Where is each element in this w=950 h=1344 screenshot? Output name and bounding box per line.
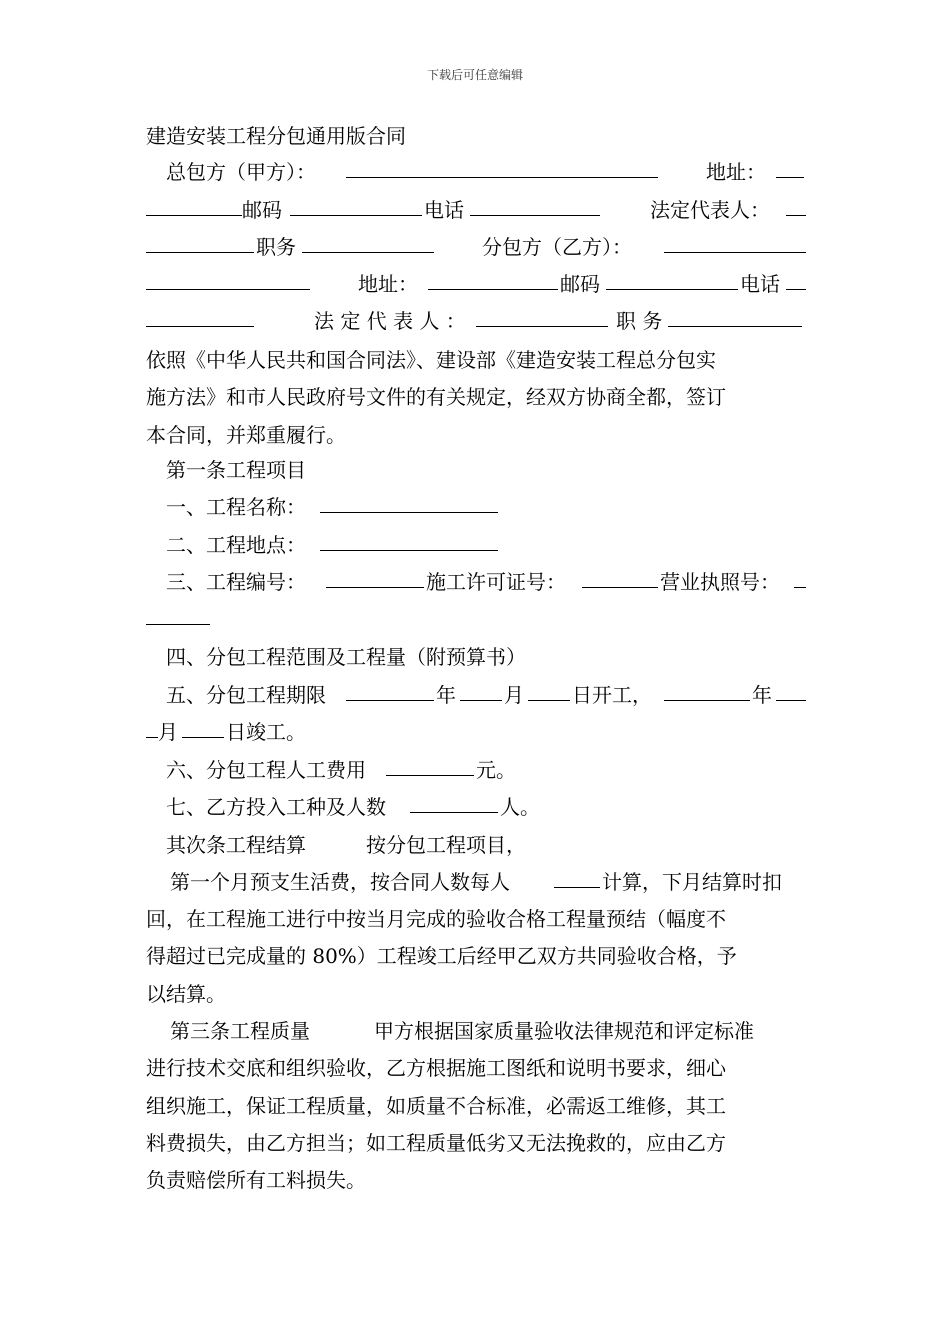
gc-address-blank[interactable] xyxy=(776,157,804,178)
gc-legal-rep-label: 法定代表人： xyxy=(650,198,770,222)
gc-postcode-blank[interactable] xyxy=(290,195,422,216)
permit-label: 施工许可证号： xyxy=(426,570,566,594)
workers-label: 七、乙方投入工种及人数 xyxy=(166,795,386,819)
subcontractor-blank-2[interactable] xyxy=(146,269,310,290)
intro-line-3: 本合同，并郑重履行。 xyxy=(146,423,346,447)
sc-postcode-blank[interactable] xyxy=(606,269,738,290)
sc-position-label: 职 务 xyxy=(616,309,663,333)
start-year-blank[interactable] xyxy=(346,680,434,701)
end-day-blank[interactable] xyxy=(182,717,224,738)
intro-line-2: 施方法》和市人民政府号文件的有关规定，经双方协商全都，签订 xyxy=(146,385,726,409)
gc-address-blank-2[interactable] xyxy=(146,195,242,216)
project-name-label: 一、工程名称： xyxy=(166,495,306,519)
page-header: 下载后可任意编辑 xyxy=(426,68,523,82)
project-location-label: 二、工程地点： xyxy=(166,533,306,557)
gc-phone-blank[interactable] xyxy=(470,195,600,216)
gc-postcode-label: 邮码 xyxy=(242,198,282,222)
article3-p1: 甲方根据国家质量验收法律规范和评定标准 xyxy=(374,1019,754,1043)
license-blank-2[interactable] xyxy=(146,604,210,625)
project-number-blank[interactable] xyxy=(326,567,424,588)
scope-line: 四、分包工程范围及工程量（附预算书） xyxy=(166,645,526,669)
end-month-blank-2[interactable] xyxy=(146,717,158,738)
document-title: 建造安装工程分包通用版合同 xyxy=(146,124,406,148)
gc-address-label: 地址： xyxy=(706,160,766,184)
project-name-blank[interactable] xyxy=(320,492,498,513)
start-day-blank[interactable] xyxy=(528,680,570,701)
subcontractor-label: 分包方（乙方）： xyxy=(482,235,632,259)
license-label: 营业执照号： xyxy=(660,570,780,594)
article3-p5: 负责赔偿所有工料损失。 xyxy=(146,1168,366,1192)
article2-heading: 其次条工程结算 xyxy=(166,833,306,857)
project-number-label: 三、工程编号： xyxy=(166,570,306,594)
period-label: 五、分包工程期限 xyxy=(166,683,326,707)
end-day-label: 日竣工。 xyxy=(226,720,306,744)
intro-line-1: 依照《中华人民共和国合同法》、建设部《建造安装工程总分包实 xyxy=(146,348,716,372)
project-location-blank[interactable] xyxy=(320,530,498,551)
end-month-label: 月 xyxy=(158,720,178,744)
article2-p4: 以结算。 xyxy=(146,982,226,1006)
article2-p3: 得超过已完成量的 80%）工程竣工后经甲乙双方共同验收合格，予 xyxy=(146,944,737,968)
gc-phone-label: 电话 xyxy=(424,198,464,222)
general-contractor-label: 总包方（甲方）： xyxy=(166,160,316,184)
workers-unit: 人。 xyxy=(500,795,540,819)
labor-cost-unit: 元。 xyxy=(476,758,516,782)
article2-p1a: 第一个月预支生活费，按合同人数每人 xyxy=(170,870,510,894)
start-month-blank[interactable] xyxy=(460,680,502,701)
sc-phone-blank-2[interactable] xyxy=(146,306,254,327)
article3-heading: 第三条工程质量 xyxy=(170,1019,310,1043)
gc-position-blank[interactable] xyxy=(302,232,434,253)
article2-p1b: 计算，下月结算时扣 xyxy=(602,870,782,894)
sc-address-label: 地址： xyxy=(358,272,418,296)
sc-address-blank[interactable] xyxy=(428,269,558,290)
license-blank[interactable] xyxy=(794,567,806,588)
article3-p2: 进行技术交底和组织验收，乙方根据施工图纸和说明书要求，细心 xyxy=(146,1056,726,1080)
sc-position-blank[interactable] xyxy=(668,306,802,327)
start-day-label: 日开工， xyxy=(572,683,652,707)
sc-phone-label: 电话 xyxy=(740,272,780,296)
sc-phone-blank[interactable] xyxy=(786,269,806,290)
permit-blank[interactable] xyxy=(582,567,658,588)
article3-p3: 组织施工，保证工程质量，如质量不合标准，必需返工维修，其工 xyxy=(146,1094,726,1118)
end-year-blank[interactable] xyxy=(664,680,750,701)
general-contractor-blank[interactable] xyxy=(346,157,658,178)
end-month-blank[interactable] xyxy=(776,680,806,701)
article1-heading: 第一条工程项目 xyxy=(166,458,306,482)
start-month-label: 月 xyxy=(504,683,524,707)
end-year-label: 年 xyxy=(752,683,772,707)
workers-blank[interactable] xyxy=(410,792,498,813)
sc-legal-rep-blank[interactable] xyxy=(476,306,608,327)
gc-position-label: 职务 xyxy=(256,235,296,259)
allowance-blank[interactable] xyxy=(554,867,600,888)
labor-cost-label: 六、分包工程人工费用 xyxy=(166,758,366,782)
article2-lead: 按分包工程项目， xyxy=(366,833,526,857)
labor-cost-blank[interactable] xyxy=(386,755,474,776)
subcontractor-blank[interactable] xyxy=(664,232,806,253)
sc-legal-rep-label: 法 定 代 表 人 ： xyxy=(314,309,466,333)
gc-legal-rep-blank[interactable] xyxy=(786,195,806,216)
article3-p4: 料费损失，由乙方担当；如工程质量低劣又无法挽救的，应由乙方 xyxy=(146,1131,726,1155)
start-year-label: 年 xyxy=(436,683,456,707)
article2-p2: 回，在工程施工进行中按当月完成的验收合格工程量预结（幅度不 xyxy=(146,907,726,931)
sc-postcode-label: 邮码 xyxy=(560,272,600,296)
gc-legal-rep-blank-2[interactable] xyxy=(146,232,254,253)
